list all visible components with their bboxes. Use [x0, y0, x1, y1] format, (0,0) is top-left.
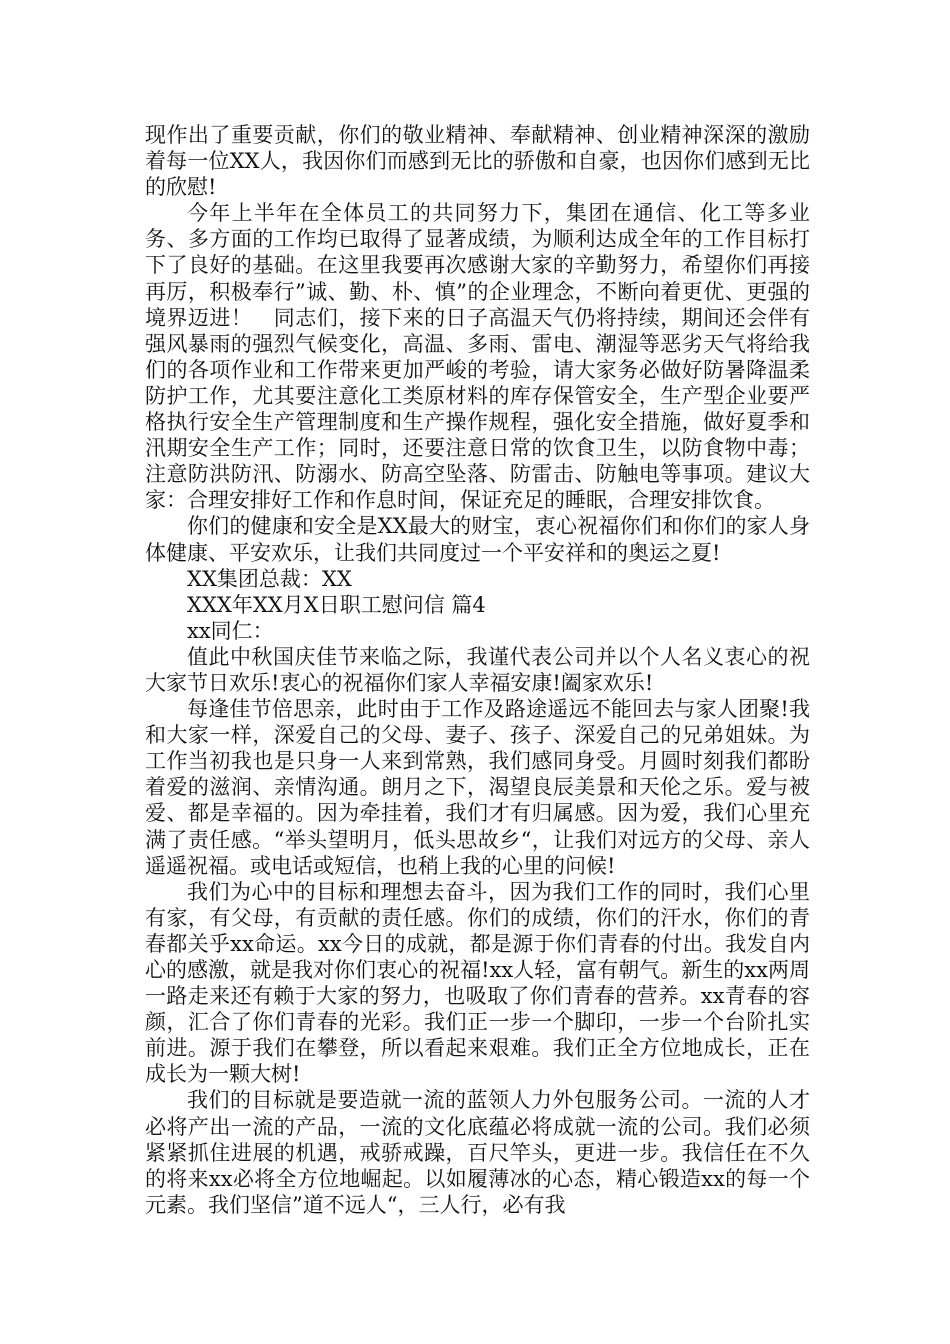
paragraph-company-vision: 我们的目标就是要造就一流的蓝领人力外包服务公司。一流的人才必将产出一流的产品，一流的文化底蕴必将成就一流的公司。我们必须紧紧抓住进展的机遇，戒骄戒躁，百尺竿头，更进一步。我信任在不久的将来xx必将全方位地崛起。以如履薄冰的心态，精心锻造xx的每一个元素。我们坚信”道不远人“，三人行，必有我 — [145, 1088, 810, 1217]
paragraph-goals: 我们为心中的目标和理想去奋斗，因为我们工作的同时，我们心里有家，有父母，有贡献的责任感。你们的成绩，你们的汗水，你们的青春都关乎xx命运。xx今日的成就，都是源于你们青春的付出。我发自内心的感激，就是我对你们衷心的祝福!xx人轻，富有朝气。新生的xx两周一路走来还有赖于大家的努力，也吸取了你们青春的营养。xx青春的容颜，汇合了你们青春的光彩。我们正一步一个脚印，一步一个台阶扎实前进。源于我们在攀登，所以看起来艰难。我们正全方位地成长，正在成长为一颗大树! — [145, 879, 810, 1087]
salutation: xx同仁： — [187, 618, 274, 643]
paragraph-continued: 现作出了重要贡献，你们的敬业精神、奉献精神、创业精神深深的激励着每一位XX人，我因你们而感到无比的骄傲和自豪，也因你们感到无比的欣慰! — [145, 123, 810, 200]
signature-line: XX集团总裁：XX — [187, 566, 352, 591]
paragraph-health-wishes: 你们的健康和安全是XX最大的财宝，衷心祝福你们和你们的家人身体健康、平安欢乐，让我们共同度过一个平安祥和的奥运之夏! — [145, 514, 810, 565]
section-title: XXX年XX月X日职工慰问信 篇4 — [187, 592, 486, 617]
document-page — [145, 122, 810, 1218]
paragraph-festival-greeting: 值此中秋国庆佳节来临之际，我谨代表公司并以个人名义衷心的祝大家节日欢乐!衷心的祝福你们家人幸福安康!阖家欢乐! — [145, 644, 810, 695]
paragraph-missing-family: 每逢佳节倍思亲，此时由于工作及路途遥远不能回去与家人团聚!我和大家一样，深爱自己的父母、妻子、孩子、深爱自己的兄弟姐妹。为工作当初我也是只身一人来到常熟，我们感同身受。月圆时刻我们都盼着爱的滋润、亲情沟通。朗月之下，渴望良辰美景和天伦之乐。爱与被爱、都是幸福的。因为牵挂着，我们才有归属感。因为爱，我们心里充满了责任感。“举头望明月，低头思故乡“，让我们对远方的父母、亲人遥遥祝福。或电话或短信，也稍上我的心里的问候! — [145, 697, 810, 878]
paragraph-first-half-summary: 今年上半年在全体员工的共同努力下，集团在通信、化工等多业务、多方面的工作均已取得了显著成绩，为顺利达成全年的工作目标打下了良好的基础。在这里我要再次感谢大家的辛勤努力，希望你们再接再厉，积极奉行”诚、勤、朴、慎”的企业理念，不断向着更优、更强的境界迈进！ 同志们，接下来的日子高温天气仍将持续，期间还会伴有强风暴雨的强烈气候变化，高温、多雨、雷电、潮湿等恶劣天气将给我们的各项作业和工作带来更加严峻的考验，请大家务必做好防暑降温柔防护工作，尤其要注意化工类原材料的库存保管安全，生产型企业要严格执行安全生产管理制度和生产操作规程，强化安全措施，做好夏季和汛期安全生产工作；同时，还要注意日常的饮食卫生，以防食物中毒；注意防洪防汛、防溺水、防高空坠落、防雷击、防触电等事项。建议大家：合理安排好工作和作息时间，保证充足的睡眠，合理安排饮食。 — [145, 201, 810, 513]
